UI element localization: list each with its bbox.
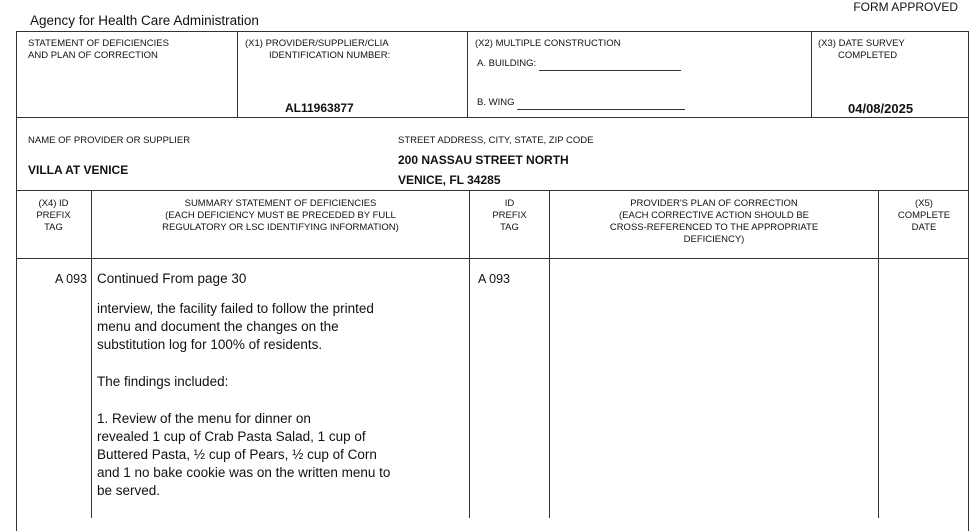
provider-id-value: AL11963877 bbox=[285, 101, 354, 115]
address-label: STREET ADDRESS, CITY, STATE, ZIP CODE bbox=[398, 135, 594, 146]
street-address: 200 NASSAU STREET NORTH bbox=[398, 153, 569, 167]
column-divider bbox=[469, 190, 470, 518]
plan-header: PROVIDER'S PLAN OF CORRECTION (EACH CORRECTIVE ACTION SHOULD BE CROSS-REFERENCED TO THE APPROPRIATE DEFICIENCY) bbox=[609, 198, 819, 245]
building-field: A. BUILDING: bbox=[477, 58, 681, 71]
paragraph-1: interview, the facility failed to follow the printed menu and document the changes on the substitution log for 100% of residents. bbox=[97, 301, 374, 352]
paragraph-3: 1. Review of the menu for dinner on revealed 1 cup of Crab Pasta Salad, 1 cup of Buttered Pasta, ½ cup of Pears, ½ cup of Corn and 1 no bake cookie was on the written menu to be served. bbox=[97, 411, 391, 498]
city-state-zip: VENICE, FL 34285 bbox=[398, 173, 501, 187]
section-divider bbox=[16, 117, 969, 118]
provider-name-label: NAME OF PROVIDER OR SUPPLIER bbox=[28, 135, 191, 146]
column-divider bbox=[91, 190, 92, 518]
column-divider bbox=[811, 31, 812, 117]
left-prefix-tag: A 093 bbox=[55, 272, 87, 286]
id-prefix-header: ID PREFIX TAG bbox=[492, 198, 527, 233]
statement-label: STATEMENT OF DEFICIENCIES AND PLAN OF CORRECTION bbox=[28, 38, 169, 61]
multiple-construction-label: (X2) MULTIPLE CONSTRUCTION bbox=[475, 38, 621, 49]
survey-date: 04/08/2025 bbox=[848, 101, 914, 116]
form-approved-label: FORM APPROVED bbox=[853, 0, 958, 14]
column-divider bbox=[237, 31, 238, 117]
agency-title: Agency for Health Care Administration bbox=[30, 13, 259, 28]
x4-header: (X4) ID PREFIX TAG bbox=[36, 198, 71, 233]
x5-header: (X5) COMPLETE DATE bbox=[897, 198, 951, 233]
section-divider bbox=[16, 258, 969, 259]
paragraph-2: The findings included: bbox=[97, 374, 229, 389]
deficiency-text bbox=[97, 270, 465, 519]
provider-name: VILLA AT VENICE bbox=[28, 163, 129, 177]
summary-header: SUMMARY STATEMENT OF DEFICIENCIES (EACH DEFICIENCY MUST BE PRECEDED BY FULL REGULATORY OR LSC IDENTIFYING INFORMATION) bbox=[162, 198, 399, 233]
provider-id-label: (X1) PROVIDER/SUPPLIER/CLIA IDENTIFICATION NUMBER: bbox=[245, 38, 391, 61]
column-divider bbox=[467, 31, 468, 117]
right-prefix-tag: A 093 bbox=[478, 272, 510, 286]
column-divider bbox=[878, 190, 879, 518]
section-divider bbox=[16, 190, 969, 191]
wing-field: B. WING bbox=[477, 97, 685, 110]
survey-label: (X3) DATE SURVEY COMPLETED bbox=[818, 38, 905, 61]
continued-line: Continued From page 30 bbox=[97, 271, 247, 286]
